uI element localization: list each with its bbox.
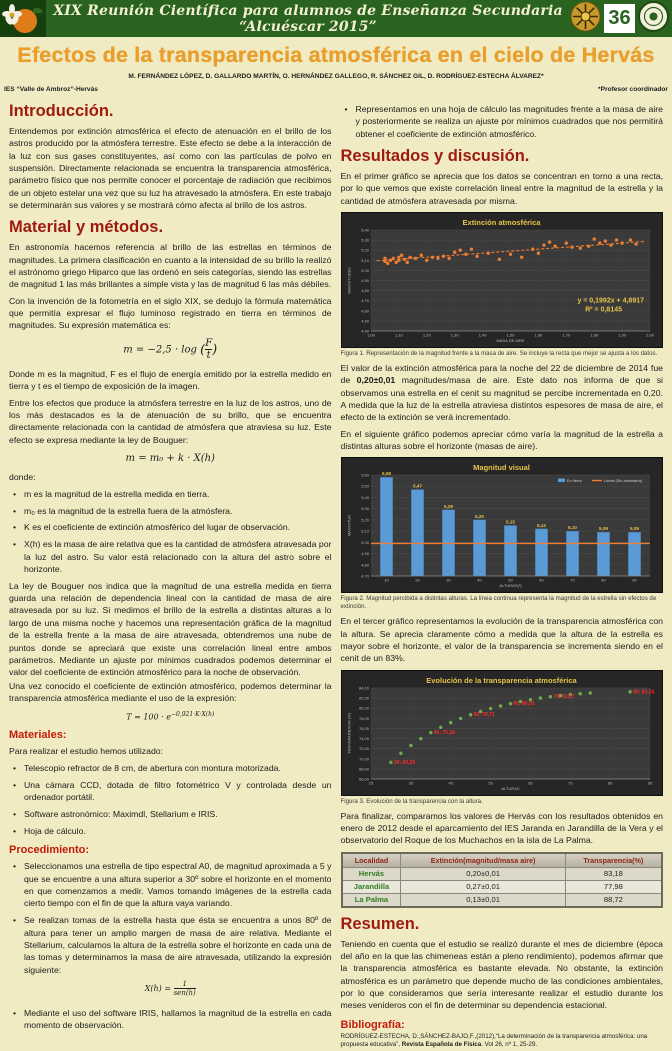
resumen-heading: Resumen. <box>340 914 420 933</box>
poster-title: Efectos de la transparencia atmosférica en el cielo de Hervás <box>17 43 655 67</box>
orange-blossom-logo-icon <box>0 0 46 37</box>
figure1-extincion-chart <box>341 212 664 348</box>
left-column <box>9 95 332 1051</box>
table-header: Extinción(magnitud/masa aire) <box>401 853 565 868</box>
unavez-paragraph: Una vez conocido el coeficiente de extinción atmosférico, podemos determinar la transparencia atmosférica mediante el uso de la expresión: <box>9 680 332 703</box>
figure3-transparencia-chart <box>341 670 664 796</box>
svg-text:4,60: 4,60 <box>360 308 369 314</box>
svg-text:En tierra: En tierra <box>566 478 582 484</box>
affiliation: IES “Valle de Ambroz”-Hervás <box>4 86 98 93</box>
table-cell: 83,18 <box>565 867 662 880</box>
list-item: • m₀ es la magnitud de la estrella fuera de la atmósfera. <box>9 505 332 517</box>
svg-text:4,70: 4,70 <box>360 298 369 304</box>
transparencia-formula: $T = 100 \cdot e^{-0,921\cdot K\cdot X(h)}$ <box>126 711 215 722</box>
bouguer-paragraph: La ley de Bouguer nos indica que la magnitud de una estrella medida en tierra guarda una relación de dependencia lineal con la cantidad de masa de aire atravesada por su luz. Si medimos el brillo de la estrella a distintas alturas a lo largo de una misma noche y hacemos una representación gráfica de la magnitud de la estrella frente a la masa de aire atravesada, obtendremos una nube de puntos donde se apreciará que existe una correlación lineal entre ambos parámetros. Mediante un ajuste por mínimos cuadrados podemos determinar el valor del coeficiente de extinción atmosférico para la noche de observación. <box>9 580 332 678</box>
svg-text:80: 80 <box>600 577 606 583</box>
siguiente-paragraph: En el siguiente gráfico podemos apreciar cómo varía la magnitud de la estrella a distintas alturas sobre el horizonte (masas de aire). <box>340 428 663 452</box>
list-item: • Una cámara CCD, dotada de filtro fotométrico V y controlada desde un ordenador portátil. <box>9 779 332 804</box>
svg-text:R² = 0,8145: R² = 0,8145 <box>584 306 622 314</box>
svg-text:TRANSPARENCIA (%): TRANSPARENCIA (%) <box>346 712 351 754</box>
donde-label: donde: <box>9 471 36 482</box>
svg-text:1,80: 1,80 <box>589 332 598 338</box>
list-item: • X(h) es la masa de aire relativa que es la cantidad de atmósfera atravesada por la luz del astro. Su valor está relacionado con la altura del astro sobre el horizonte. <box>9 538 332 575</box>
svg-text:70: 70 <box>569 577 575 583</box>
authors-line: M. FERNÁNDEZ LÓPEZ, D. GALLARDO MARTÍN, O. HERNÁNDEZ GALLEGO, R. SÁNCHEZ GIL, D. RODRÍGUEZ-ESTECHA ÁLVAREZ* <box>128 73 544 80</box>
figure2-magnitud-chart <box>341 457 664 593</box>
svg-text:10: 10 <box>383 577 389 583</box>
representamos-bullet: • Representamos en una hoja de cálculo las magnitudes frente a la masa de aire y posteriormente se realiza un ajuste por mínimos cuadrados que nos permitirá obtener el coeficiente de extinción atmosférico. <box>341 103 664 140</box>
svg-text:20: 20 <box>414 577 420 583</box>
svg-text:90; 83,24: 90; 83,24 <box>632 688 654 695</box>
donde-bullet-list <box>9 488 332 576</box>
extinction-value: 0,20±0,01 <box>356 375 396 386</box>
coordinator-note: *Profesor coordinador <box>598 86 668 93</box>
svg-text:5,10: 5,10 <box>360 257 369 263</box>
svg-text:4,90: 4,90 <box>360 551 369 557</box>
svg-text:5,20: 5,20 <box>360 247 369 253</box>
svg-text:1,30: 1,30 <box>450 332 459 338</box>
svg-text:80,00: 80,00 <box>358 705 369 711</box>
svg-text:5,20: 5,20 <box>360 517 369 523</box>
materiales-intro: Para realizar el estudio hemos utilizado: <box>9 745 164 756</box>
svg-text:5,09: 5,09 <box>598 526 608 532</box>
valor-paragraph: El valor de la extinción atmosférica para la noche del 22 de diciembre de 2014 fue de 0,20±0,01 magnitudes/masa de aire. Este dato nos informa de que si observamos una estrella en el cenit su magnitud se percibe incrementada en 0,20. A medida que la luz de la estrella atraviesa distintos espesores de masa de aire, el efecto de la extinción se verá incrementado. <box>340 362 663 423</box>
list-item: • Hoja de cálculo. <box>9 825 332 837</box>
table-cell: Hervás <box>342 867 401 880</box>
svg-text:60; 80,91: 60; 80,91 <box>513 700 535 707</box>
list-item: • Software astronómico: Maximdl, Stellarium e IRIS. <box>9 808 332 820</box>
svg-text:4,80: 4,80 <box>360 288 369 294</box>
methods-paragraph-2: Con la invención de la fotometría en el siglo XIX, se dedujo la fórmula matemática que permitía expresar el flujo luminoso registrado en tierra en términos de magnitudes. Su expresión matemática es: <box>9 295 332 331</box>
list-item: • m es la magnitud de la estrella medida en tierra. <box>9 488 332 500</box>
svg-text:40; 75,18: 40; 75,18 <box>433 729 455 736</box>
svg-text:4,40: 4,40 <box>360 328 369 334</box>
procedimiento-last-bullet: • Mediante el uso del software IRIS, hallamos la magnitud de la estrella en cada momento de observación. <box>9 1007 332 1032</box>
reference-entry: RODRÍGUEZ-ESTECHA, D.,SÁNCHEZ-BAJO,F.,(2012),“La determinación de la transparencia atmosférica: una propuesta educativa”, Revista Española de Física. Vol 26, nº 1, 25-29. <box>340 1032 648 1048</box>
table-header: Localidad <box>342 853 401 868</box>
svg-text:40: 40 <box>476 577 482 583</box>
svg-text:5,47: 5,47 <box>412 483 422 489</box>
svg-text:4,80: 4,80 <box>360 562 369 568</box>
banner-title: XIX Reunión Científica para alumnos de Enseñanza Secundaria “Alcuéscar 2015” <box>53 2 563 35</box>
svg-text:55: 55 <box>487 780 493 786</box>
table-cell: 0,20±0,01 <box>401 867 565 880</box>
svg-text:Magnitud visual: Magnitud visual <box>472 463 530 473</box>
resumen-paragraph: Teniendo en cuenta que el estudio se realizó durante el mes de diciembre (época del año en la que las chimeneas están a pleno rendimiento), podemos afirmar que la transparencia atmosférica es bastante elevada. No obstante, la extinción atmosférica es un parámetro que depende mucho de las condiciones ambientales, por lo que consideramos que sería interesante realizar el estudio durante los meses venideros con el fin de determinar su dependencia estacional. <box>340 938 663 1011</box>
svg-text:1,60: 1,60 <box>534 332 542 338</box>
svg-text:5,09: 5,09 <box>629 526 639 532</box>
svg-text:5,30: 5,30 <box>360 237 369 243</box>
table-row <box>342 880 663 893</box>
svg-text:60: 60 <box>538 577 544 583</box>
svg-text:85: 85 <box>607 780 612 786</box>
resultados-paragraph: En el primer gráfico se aprecia que los datos se concentran en torno a una recta, por lo que vemos que existe correlación lineal entre la magnitud de la estrella y la cantidad de atmósfera atravesada por misma. <box>340 171 663 206</box>
svg-text:70,00: 70,00 <box>358 755 369 761</box>
svg-text:5,12: 5,12 <box>536 523 546 529</box>
bibliografia-heading: Bibliografía: <box>340 1018 405 1031</box>
table-header: Transparencia(%) <box>565 853 662 868</box>
svg-text:5,29: 5,29 <box>443 504 453 510</box>
svg-text:1,00: 1,00 <box>366 332 375 338</box>
svg-text:MASA DE AIRE: MASA DE AIRE <box>495 338 525 344</box>
svg-text:68,00: 68,00 <box>358 765 369 771</box>
svg-text:Evolución de la transparencia: Evolución de la transparencia atmosférica <box>425 675 577 685</box>
table-cell: 0,13±0,01 <box>401 893 565 907</box>
svg-text:4,70: 4,70 <box>360 573 369 579</box>
svg-text:1,20: 1,20 <box>422 332 431 338</box>
svg-text:Extinción atmosférica: Extinción atmosférica <box>462 218 540 228</box>
svg-text:5,30: 5,30 <box>360 506 369 512</box>
donde-paragraph: Donde m es la magnitud, F es el flujo de energía emitido por la estrella medido en tierra y t es el tiempo de exposición de la imagen. <box>9 368 332 392</box>
svg-text:35: 35 <box>408 780 413 786</box>
svg-text:MAGNITUD: MAGNITUD <box>346 515 351 537</box>
svg-text:4,90: 4,90 <box>360 278 369 284</box>
svg-text:5,15: 5,15 <box>505 519 515 525</box>
svg-text:78,00: 78,00 <box>358 715 369 721</box>
svg-text:66,00: 66,00 <box>358 776 369 782</box>
svg-text:5,00: 5,00 <box>360 540 369 546</box>
svg-text:45: 45 <box>447 780 453 786</box>
svg-text:5,60: 5,60 <box>360 472 369 478</box>
svg-text:MAGNITUDES: MAGNITUDES <box>346 267 351 294</box>
svg-text:72,00: 72,00 <box>358 745 369 751</box>
svg-text:90: 90 <box>631 577 637 583</box>
right-column <box>341 95 664 1051</box>
svg-text:4,50: 4,50 <box>360 318 369 324</box>
results-table <box>341 852 664 908</box>
methods-heading: Material y métodos. <box>9 218 164 237</box>
magnitude-formula: $m = -2,5 \cdot \log (\frac{F}{t}$ ) <box>123 337 218 361</box>
resultados-heading: Resultados y discusión. <box>340 147 530 166</box>
sun-emblem-icon <box>570 1 601 37</box>
poster-number: 36 <box>608 7 631 29</box>
svg-text:5,40: 5,40 <box>360 227 369 233</box>
tercer-paragraph: En el tercer gráfico representamos la evolución de la transparencia atmosférica con la altura. Se aprecia claramente cómo a medida que la altura de la estrella es mayor sobre el horizonte, el valor de la transparencia se incrementa siendo en el cenit de un 83%. <box>340 616 663 664</box>
procedimiento-bullet-list <box>9 860 332 976</box>
figure2-caption: Figura 2. Magnitud percibida a distintas alturas. La línea continua representa la magnitud de la estrella sin efectos de extinción. <box>340 595 657 611</box>
svg-text:1,70: 1,70 <box>561 332 570 338</box>
svg-text:82,00: 82,00 <box>358 695 369 701</box>
svg-text:1,90: 1,90 <box>617 332 626 338</box>
svg-text:84,00: 84,00 <box>358 685 369 691</box>
svg-text:75: 75 <box>567 780 573 786</box>
svg-text:ALTURAS: ALTURAS <box>500 785 520 791</box>
svg-text:2,00: 2,00 <box>645 332 654 338</box>
methods-paragraph-1: En astronomía hacemos referencia al brillo de las estrellas en términos de magnitudes. La primera clasificación en cuanto a la intensidad de su brillo la realizó el astrónomo griego Hiparco que las ordenó en seis categorías, siendo las estrellas de magnitud 1 las más brillantes a simple vista y las de magnitud 6 las más débiles. <box>9 242 332 290</box>
svg-text:95: 95 <box>647 780 652 786</box>
svg-text:74,00: 74,00 <box>358 735 369 741</box>
conference-banner <box>0 0 672 37</box>
svg-text:50; 78,71: 50; 78,71 <box>473 711 495 718</box>
svg-text:30: 30 <box>445 577 451 583</box>
poster-number-box <box>604 4 635 33</box>
materiales-bullet-list <box>9 762 332 837</box>
table-row <box>342 867 663 880</box>
table-cell: Jarandilla <box>342 880 401 893</box>
list-item: • Seleccionamos una estrella de tipo espectral A0, de magnitud aproximada a 5 y que se encuentre a una altura superior a 30º sobre el horizonte en el momento en que comenzamos a medir. Vamos tomando imágenes de la estrella cada cierto tiempo con el fin de que la altura vaya variando. <box>9 860 332 909</box>
figure1-caption: Figura 1. Representación de la magnitud frente a la masa de aire. Se incluye la recta que mejor se ajusta a los datos. <box>340 350 658 358</box>
table-cell: 0,27±0,01 <box>401 880 565 893</box>
svg-text:5,10: 5,10 <box>360 529 369 535</box>
table-cell: 77,98 <box>565 880 662 893</box>
figure3-caption: Figura 3. Evolución de la transparencia con la altura. <box>340 797 483 805</box>
entre-paragraph: Entre los efectos que produce la atmósfera terrestre en la luz de los astros, uno de los más destacados es la de atenuación de su brillo, que se encuentra directamente relacionada con la cantidad de atmósfera que atraviesa su luz. Este efecto se expresa mediante la ley de Bouguer: <box>9 397 332 445</box>
procedimiento-heading: Procedimiento: <box>9 843 90 856</box>
svg-text:5,00: 5,00 <box>360 267 369 273</box>
svg-text:1,40: 1,40 <box>478 332 486 338</box>
svg-text:70; 82,27: 70; 82,27 <box>552 693 574 700</box>
round-emblem-icon <box>638 1 669 37</box>
svg-text:76,00: 76,00 <box>358 725 369 731</box>
svg-text:1,10: 1,10 <box>394 332 403 338</box>
materiales-heading: Materiales: <box>9 728 67 741</box>
svg-text:30; 69,29: 30; 69,29 <box>393 759 415 766</box>
airmass-formula: $X(h) = \frac{1}{\text{sen(h)}}$ <box>144 979 196 997</box>
finalizar-paragraph: Para finalizar, comparamos los valores de Hervás con los resultados obtenidos en enero de 2012 desde el aparcamiento del IES Jaranda en Jarandilla de la Vera y el observatorio del Roque de los Muchachos en la isla de La Palma. <box>340 810 663 846</box>
table-cell: La Palma <box>342 893 401 907</box>
svg-text:ALTURAS(º): ALTURAS(º) <box>498 583 522 589</box>
list-item: • Telescopio refractor de 8 cm, de abertura con montura motorizada. <box>9 762 332 774</box>
intro-paragraph: Entendemos por extinción atmosférica el efecto de atenuación en el brillo de los astros producido por la atmósfera terrestre. Este efecto se debe a la interacción de la luz con sus gases constituyentes, así como con las partículas de polvo en suspensión. Directamente relacionada se encuentra la transparencia atmosférica, parámetro físico que nos permite conocer el porcentaje de radiación que recibimos de un objeto estelar una vez que su luz ha atravesado la atmósfera. En este trabajo se determinarán sus valores y se mostrará cómo afecta al brillo de los astros. <box>9 126 332 211</box>
svg-text:25: 25 <box>368 780 373 786</box>
svg-text:5,58: 5,58 <box>381 471 391 477</box>
svg-text:1,50: 1,50 <box>506 332 514 338</box>
svg-text:y = 0,1992x + 4,8917: y = 0,1992x + 4,8917 <box>576 297 644 305</box>
svg-text:50: 50 <box>507 577 513 583</box>
list-item: • Se realizan tomas de la estrella hasta que ésta se encuentra a unos 80º de altura para tener un amplio margen de masa de aire relativa. Mediante el Stellarium, calculamos la altura de la estrella sobre el horizonte en cada una de las tomas y determinamos la masa de aire atravesada, utilizando la expresión siguiente: <box>9 914 332 976</box>
bouguer-formula: m = m₀ + k · X(h) <box>125 452 215 464</box>
table-cell: 88,72 <box>565 893 662 907</box>
svg-text:65: 65 <box>527 780 533 786</box>
svg-text:5,40: 5,40 <box>360 495 369 501</box>
svg-text:Lineal (Sin atmósfera): Lineal (Sin atmósfera) <box>603 478 642 484</box>
table-row <box>342 893 663 907</box>
list-item: • K es el coeficiente de extinción atmosférico del lugar de observación. <box>9 521 332 533</box>
svg-text:5,20: 5,20 <box>474 514 484 520</box>
svg-text:5,10: 5,10 <box>567 525 577 531</box>
intro-heading: Introducción. <box>9 102 114 120</box>
svg-text:5,50: 5,50 <box>360 484 369 490</box>
